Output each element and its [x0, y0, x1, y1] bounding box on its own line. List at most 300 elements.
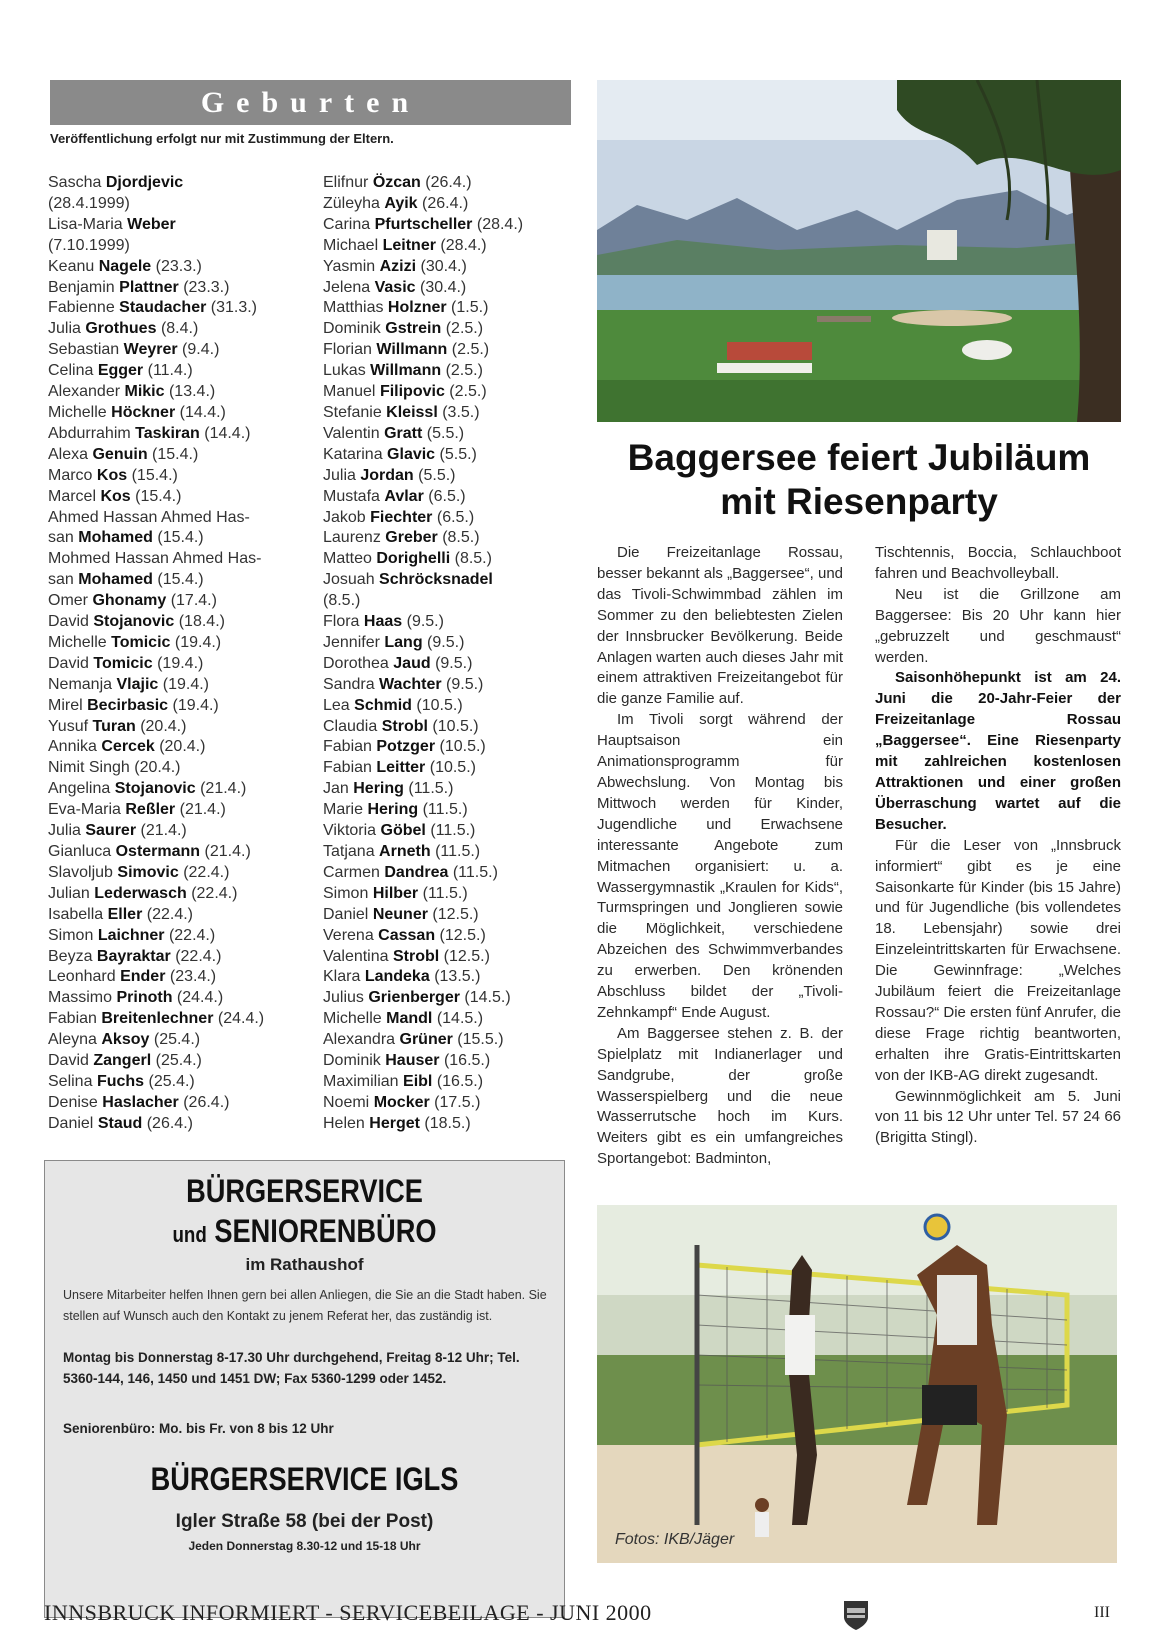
- birth-first-name: Julia: [48, 822, 81, 840]
- birth-last-name: Hering: [353, 780, 404, 798]
- birth-last-name: Nagele: [98, 257, 152, 275]
- births-column-1: [48, 173, 303, 1135]
- crest-shield-icon: [842, 1599, 870, 1631]
- birth-entry: [48, 842, 303, 863]
- birth-first-name: Keanu: [48, 257, 95, 275]
- birth-last-name: Reßler: [125, 801, 176, 819]
- birth-entry: [48, 528, 303, 549]
- birth-entry: [48, 967, 303, 988]
- birth-first-name: Lisa-Maria: [48, 215, 123, 233]
- birth-first-name: Marie: [323, 801, 364, 819]
- birth-last-name: Fiechter: [370, 508, 433, 526]
- birth-date: (10.5.): [429, 759, 476, 777]
- birth-date: (6.5.): [428, 487, 466, 505]
- birth-date: (23.3.): [155, 257, 202, 275]
- birth-date: (11.5.): [435, 843, 481, 860]
- birth-entry: [48, 612, 303, 633]
- birth-first-name: (8.5.): [323, 592, 361, 610]
- birth-date: (15.4.): [135, 487, 182, 505]
- birth-last-name: Lang: [384, 633, 423, 651]
- birth-entry: [48, 1093, 303, 1114]
- birth-first-name: Noemi: [323, 1093, 370, 1111]
- birth-last-name: Egger: [97, 362, 144, 380]
- birth-first-name: Stefanie: [323, 403, 382, 421]
- service-title: BÜRGERSERVICE: [186, 1173, 423, 1209]
- birth-first-name: Josuah: [323, 571, 375, 589]
- birth-entry: [323, 842, 578, 863]
- birth-entry: [48, 717, 303, 738]
- birth-entry: [48, 236, 303, 257]
- birth-last-name: Stojanovic: [114, 780, 196, 798]
- birth-entry: [48, 340, 303, 361]
- birth-entry: [323, 696, 578, 717]
- birth-date: (26.4.): [422, 194, 469, 212]
- birth-entry: [323, 737, 578, 758]
- birth-date: (12.5.): [439, 926, 486, 944]
- birth-entry: [323, 278, 578, 299]
- birth-last-name: Kleissl: [386, 403, 438, 421]
- birth-first-name: Valentin: [323, 424, 380, 442]
- birth-date: (30.4.): [420, 257, 467, 275]
- birth-entry: [48, 1114, 303, 1135]
- birth-entry: [323, 967, 578, 988]
- birth-first-name: Sebastian: [48, 341, 120, 359]
- birth-first-name: Jennifer: [323, 633, 380, 651]
- birth-last-name: Mohamed: [78, 529, 153, 547]
- birth-entry: [323, 382, 578, 403]
- birth-last-name: Schmid: [354, 696, 412, 714]
- birth-entry: [323, 257, 578, 278]
- birth-first-name: Ahmed Hassan Ahmed Has-: [48, 508, 250, 526]
- births-column-2: [323, 173, 578, 1135]
- birth-entry: [48, 591, 303, 612]
- article-title-line-1: Baggersee feiert Jubiläum: [627, 437, 1091, 478]
- birth-last-name: Arneth: [379, 843, 431, 860]
- birth-date: (20.4.): [159, 738, 206, 756]
- birth-date: (9.5.): [435, 654, 473, 672]
- birth-date: (26.4.): [425, 174, 472, 191]
- birth-last-name: Staudacher: [119, 299, 207, 317]
- birth-date: (11.5.): [422, 884, 468, 902]
- birth-date: (11.5.): [452, 863, 498, 881]
- birth-entry: [323, 1114, 578, 1135]
- birth-date: (28.4.): [476, 215, 524, 233]
- birth-entry: [323, 319, 578, 340]
- birth-entry: [48, 821, 303, 842]
- birth-entry: [323, 445, 578, 466]
- birth-date: (8.5.): [442, 529, 480, 547]
- birth-entry: [323, 717, 578, 738]
- birth-last-name: Schröcksnadel: [379, 571, 493, 589]
- birth-date: (24.4.): [217, 1010, 265, 1028]
- birth-entry: [48, 779, 303, 800]
- birth-first-name: Marcel: [48, 487, 97, 505]
- birth-last-name: Willmann: [370, 362, 442, 380]
- service-subtitle: im Rathaushof: [245, 1255, 364, 1274]
- birth-date: (23.3.): [183, 278, 230, 296]
- birth-last-name: Cassan: [378, 926, 436, 944]
- birth-last-name: Staud: [97, 1114, 143, 1132]
- birth-entry: [48, 884, 303, 905]
- births-header: Geburten: [50, 80, 571, 125]
- birth-entry: [48, 215, 303, 236]
- birth-first-name: Selina: [48, 1072, 93, 1090]
- birth-last-name: Tomicic: [111, 633, 171, 651]
- birth-entry: [48, 800, 303, 821]
- birth-last-name: Herget: [369, 1114, 420, 1132]
- birth-first-name: Claudia: [323, 717, 378, 735]
- birth-entry: [323, 1051, 578, 1072]
- birth-date: (21.4.): [200, 780, 247, 798]
- birth-last-name: Vasic: [374, 278, 416, 296]
- birth-entry: [48, 737, 303, 758]
- birth-last-name: Ghonamy: [92, 592, 167, 610]
- birth-entry: [323, 1072, 578, 1093]
- birth-entry: [48, 445, 303, 466]
- birth-last-name: Eibl: [403, 1072, 433, 1090]
- birth-last-name: Aksoy: [101, 1031, 150, 1049]
- birth-last-name: Potzger: [376, 738, 436, 756]
- birth-first-name: Verena: [323, 926, 374, 944]
- birth-entry: [48, 633, 303, 654]
- birth-entry: [323, 424, 578, 445]
- igls-title: BÜRGERSERVICE IGLS: [150, 1461, 459, 1497]
- birth-first-name: Massimo: [48, 989, 113, 1007]
- birth-last-name: Azizi: [379, 257, 417, 275]
- birth-last-name: Kos: [96, 466, 128, 484]
- igls-address: Igler Straße 58 (bei der Post): [175, 1511, 434, 1532]
- birth-first-name: Jelena: [323, 278, 371, 296]
- birth-entry: [48, 905, 303, 926]
- senior-office-title-main: SENIORENBÜRO: [214, 1213, 437, 1249]
- birth-last-name: Haslacher: [102, 1093, 179, 1111]
- birth-entry: [48, 863, 303, 884]
- lake-scene-illustration: [597, 80, 1121, 422]
- birth-date: (14.5.): [436, 1010, 484, 1028]
- birth-date: (8.4.): [160, 320, 199, 338]
- birth-entry: [48, 194, 303, 215]
- birth-first-name: Lea: [323, 696, 350, 714]
- birth-first-name: Gianluca: [48, 843, 112, 860]
- volleyball-scene-illustration: [597, 1205, 1117, 1563]
- birth-first-name: Valentina: [323, 947, 389, 965]
- footer-publication: INNSBRUCK INFORMIERT - SERVICEBEILAGE - JUNI 2000: [44, 1600, 652, 1625]
- birth-first-name: Simon: [323, 884, 369, 902]
- birth-date: (9.5.): [406, 613, 444, 631]
- birth-entry: [323, 361, 578, 382]
- volleyball-photo: [597, 1205, 1117, 1563]
- birth-date: (16.5.): [443, 1052, 491, 1070]
- birth-last-name: Weyrer: [123, 341, 178, 359]
- article-column-2: [875, 543, 1121, 1149]
- birth-date: (22.4.): [175, 947, 222, 965]
- birth-first-name: (28.4.1999): [48, 194, 130, 212]
- birth-first-name: Beyza: [48, 947, 93, 965]
- birth-last-name: Bayraktar: [96, 947, 171, 965]
- birth-last-name: Grienberger: [368, 989, 460, 1007]
- birth-date: (9.5.): [446, 675, 484, 693]
- birth-date: (21.4.): [140, 822, 187, 840]
- birth-first-name: Julia: [323, 466, 356, 484]
- birth-first-name: san: [48, 571, 74, 589]
- birth-first-name: Omer: [48, 592, 88, 610]
- birth-last-name: Mikic: [124, 383, 165, 401]
- birth-date: (11.5.): [430, 822, 476, 840]
- birth-entry: [323, 988, 578, 1009]
- birth-date: (30.4.): [420, 278, 467, 296]
- birth-date: (11.5.): [408, 780, 454, 798]
- article-paragraph: Gewinnmöglichkeit am 5. Juni von 11 bis 12 Uhr unter Tel. 57 24 66 (Brigitta Stingl).: [875, 1087, 1121, 1147]
- birth-first-name: Carmen: [323, 863, 380, 881]
- birth-last-name: Strobl: [381, 717, 428, 735]
- birth-date: (2.5.): [445, 320, 484, 338]
- birth-last-name: Breitenlechner: [101, 1010, 214, 1028]
- birth-entry: [323, 1009, 578, 1030]
- birth-first-name: Matthias: [323, 299, 384, 317]
- birth-date: (23.4.): [169, 968, 217, 986]
- birth-last-name: Jordan: [360, 466, 414, 484]
- birth-date: (14.5.): [464, 989, 511, 1007]
- birth-last-name: Wachter: [379, 675, 442, 693]
- birth-entry: [48, 947, 303, 968]
- birth-first-name: Julius: [323, 989, 364, 1007]
- birth-entry: [323, 173, 578, 194]
- birth-date: (22.4.): [146, 905, 193, 923]
- birth-first-name: David: [48, 654, 89, 672]
- article-title: [597, 436, 1121, 524]
- senior-office-title-prefix: und: [172, 1222, 207, 1247]
- birth-date: (13.4.): [168, 383, 216, 401]
- birth-entry: [48, 278, 303, 299]
- birth-date: (25.4.): [155, 1052, 202, 1070]
- birth-date: (25.4.): [148, 1072, 195, 1090]
- birth-last-name: Landeka: [364, 968, 430, 986]
- birth-first-name: Laurenz: [323, 529, 381, 547]
- birth-date: (19.4.): [172, 696, 219, 714]
- birth-first-name: Nemanja: [48, 675, 113, 693]
- birth-first-name: Simon: [48, 926, 94, 944]
- birth-entry: [323, 926, 578, 947]
- birth-first-name: Dominik: [323, 320, 381, 338]
- birth-last-name: Höckner: [111, 403, 176, 421]
- birth-date: (2.5.): [449, 383, 487, 401]
- birth-last-name: Avlar: [384, 487, 424, 505]
- senior-office-title: [84, 1213, 525, 1250]
- birth-last-name: Plattner: [119, 278, 179, 296]
- birth-last-name: Mocker: [373, 1093, 430, 1111]
- birth-date: (15.4.): [157, 529, 204, 547]
- birth-entry: [323, 654, 578, 675]
- birth-date: (19.4.): [174, 633, 222, 651]
- birth-last-name: Hilber: [372, 884, 419, 902]
- birth-date: (28.4.): [440, 236, 487, 254]
- birth-date: (10.5.): [439, 738, 486, 756]
- birth-last-name: Genuin: [92, 445, 148, 463]
- birth-entry: [48, 549, 303, 570]
- birth-last-name: Gstrein: [385, 320, 442, 338]
- page-number: III: [1094, 1604, 1110, 1621]
- birth-first-name: Lukas: [323, 362, 366, 380]
- birth-entry: [48, 319, 303, 340]
- article-highlight: Saisonhöhepunkt ist am 24. Juni die 20-Jahr-Feier der Freizeitanlage Rossau „Baggersee“. Eine Riesenparty mit zahlreichen kostenlosen Attraktionen und einer großen Überraschung wartet auf die Besucher.: [875, 669, 1121, 833]
- birth-first-name: Eva-Maria: [48, 801, 121, 819]
- birth-last-name: Taskiran: [135, 424, 200, 442]
- birth-first-name: Michael: [323, 236, 379, 254]
- birth-entry: [48, 508, 303, 529]
- birth-last-name: Mohamed: [78, 571, 153, 589]
- birth-date: (20.4.): [134, 759, 181, 777]
- birth-date: (12.5.): [443, 947, 490, 965]
- birth-entry: [48, 403, 303, 424]
- birth-first-name: Klara: [323, 968, 361, 986]
- senior-office-hours: Seniorenbüro: Mo. bis Fr. von 8 bis 12 Uhr: [63, 1421, 334, 1436]
- birth-entry: [323, 1093, 578, 1114]
- birth-entry: [48, 1051, 303, 1072]
- birth-first-name: Viktoria: [323, 822, 377, 840]
- birth-entry: [48, 424, 303, 445]
- birth-date: (21.4.): [179, 801, 226, 819]
- birth-date: (22.4.): [183, 863, 230, 881]
- birth-entry: [48, 654, 303, 675]
- birth-last-name: Haas: [363, 613, 403, 631]
- birth-entry: [323, 215, 578, 236]
- birth-first-name: Daniel: [48, 1114, 94, 1132]
- birth-entry: [323, 675, 578, 696]
- birth-date: (22.4.): [168, 926, 216, 944]
- birth-entry: [323, 633, 578, 654]
- birth-date: (11.5.): [422, 801, 468, 819]
- birth-entry: [323, 194, 578, 215]
- birth-first-name: Manuel: [323, 383, 376, 401]
- birth-entry: [323, 821, 578, 842]
- birth-last-name: Eller: [107, 905, 143, 923]
- birth-last-name: Willmann: [376, 341, 448, 359]
- birth-entry: [323, 591, 578, 612]
- birth-first-name: Benjamin: [48, 278, 115, 296]
- birth-last-name: Neuner: [372, 905, 428, 923]
- birth-date: (6.5.): [436, 508, 475, 526]
- article-paragraph: Für die Leser von „Innsbruck informiert“ gibt es je eine Saisonkarte für Kinder (bis 15 Jahre) und für Jugendliche (bis vollendetes 18. Lebensjahr) sowie drei Einzeleintrittskarten für Erwachsene. Die Gewinnfrage: „Welches Jubiläum feiert die Freizeitanlage Rossau?“ Die ersten fünf Anrufer, die diese Frage richtig beantworten, erhalten ihre Gratis-Eintrittskarten von der IKB-AG direkt zugesandt.: [875, 836, 1121, 1084]
- birth-last-name: Dandrea: [384, 863, 449, 881]
- birth-last-name: Strobl: [392, 947, 440, 965]
- birth-date: (19.4.): [157, 654, 204, 672]
- birth-entry: [323, 528, 578, 549]
- birth-date: (2.5.): [451, 341, 490, 359]
- birth-last-name: Grüner: [399, 1031, 453, 1049]
- birth-last-name: Glavic: [387, 445, 436, 463]
- birth-first-name: Florian: [323, 341, 372, 359]
- birth-first-name: Fabian: [48, 1010, 97, 1028]
- birth-first-name: Matteo: [323, 550, 372, 568]
- service-box: [44, 1160, 565, 1618]
- lake-photo: [597, 80, 1121, 422]
- article-paragraph: Die Freizeitanlage Rossau, besser bekannt als „Baggersee“, und das Tivoli-Schwimmbad zählen im Sommer zu den beliebtesten Zielen der Innsbrucker Bevölkerung. Beide Anlagen warten auch dieses Jahr mit einem attraktiven Freizeitangebot für die ganze Familie auf.: [597, 544, 843, 708]
- birth-first-name: David: [48, 613, 89, 631]
- birth-entry: [48, 487, 303, 508]
- birth-first-name: Fabian: [323, 759, 372, 777]
- birth-first-name: Fabian: [323, 738, 372, 756]
- birth-date: (13.5.): [434, 968, 481, 986]
- birth-entry: [323, 340, 578, 361]
- birth-first-name: Abdurrahim: [48, 424, 131, 442]
- birth-last-name: Saurer: [85, 822, 137, 840]
- birth-date: (21.4.): [204, 843, 251, 860]
- article-column-1: [597, 543, 843, 1170]
- birth-date: (24.4.): [176, 989, 224, 1007]
- birth-last-name: Filipovic: [379, 383, 445, 401]
- photo-credit: Fotos: IKB/Jäger: [615, 1531, 735, 1548]
- birth-entry: [323, 884, 578, 905]
- birth-first-name: Celina: [48, 362, 94, 380]
- birth-last-name: Ayik: [384, 194, 418, 212]
- birth-date: (17.5.): [434, 1093, 481, 1111]
- birth-entry: [323, 570, 578, 591]
- birth-entry: [48, 988, 303, 1009]
- birth-entry: [323, 863, 578, 884]
- birth-date: (9.4.): [182, 341, 220, 359]
- birth-date: (8.5.): [454, 550, 492, 568]
- birth-first-name: Jan: [323, 780, 349, 798]
- births-note: Veröffentlichung erfolgt nur mit Zustimmung der Eltern.: [50, 131, 394, 146]
- birth-entry: [323, 466, 578, 487]
- birth-first-name: Nimit Singh: [48, 759, 130, 777]
- birth-first-name: Marco: [48, 466, 93, 484]
- birth-date: (12.5.): [432, 905, 479, 923]
- birth-last-name: Lederwasch: [94, 884, 187, 902]
- birth-date: (15.5.): [457, 1031, 504, 1049]
- birth-date: (25.4.): [153, 1031, 201, 1049]
- birth-entry: [323, 758, 578, 779]
- birth-entry: [48, 1030, 303, 1051]
- birth-last-name: Zangerl: [93, 1052, 152, 1070]
- birth-first-name: Züleyha: [323, 194, 380, 212]
- birth-last-name: Prinoth: [116, 989, 173, 1007]
- birth-date: (10.5.): [416, 696, 463, 714]
- birth-first-name: David: [48, 1052, 89, 1070]
- birth-first-name: Alexander: [48, 383, 121, 401]
- birth-last-name: Greber: [385, 529, 438, 547]
- birth-first-name: Alexa: [48, 445, 89, 463]
- birth-date: (5.5.): [439, 445, 477, 463]
- birth-entry: [48, 926, 303, 947]
- birth-first-name: Yasmin: [323, 257, 376, 275]
- birth-entry: [323, 612, 578, 633]
- birth-entry: [323, 947, 578, 968]
- birth-date: (22.4.): [191, 884, 238, 902]
- birth-first-name: Sascha: [48, 174, 102, 191]
- birth-date: (26.4.): [183, 1093, 230, 1111]
- birth-first-name: Elifnur: [323, 174, 369, 191]
- birth-date: (5.5.): [426, 424, 465, 442]
- birth-first-name: Dominik: [323, 1052, 381, 1070]
- birth-first-name: Tatjana: [323, 843, 375, 860]
- birth-date: (14.4.): [204, 424, 251, 442]
- birth-entry: [323, 236, 578, 257]
- birth-entry: [323, 1030, 578, 1051]
- igls-hours: Jeden Donnerstag 8.30-12 und 15-18 Uhr: [188, 1539, 421, 1553]
- birth-entry: [48, 173, 303, 194]
- birth-entry: [323, 800, 578, 821]
- birth-first-name: Maximilian: [323, 1072, 399, 1090]
- birth-date: (20.4.): [140, 717, 187, 735]
- birth-first-name: Slavoljub: [48, 863, 113, 881]
- birth-first-name: Sandra: [323, 675, 375, 693]
- birth-last-name: Özcan: [372, 174, 421, 191]
- birth-date: (11.4.): [147, 362, 193, 380]
- birth-last-name: Weber: [127, 215, 176, 233]
- birth-first-name: Daniel: [323, 905, 369, 923]
- birth-last-name: Djordjevic: [105, 174, 184, 191]
